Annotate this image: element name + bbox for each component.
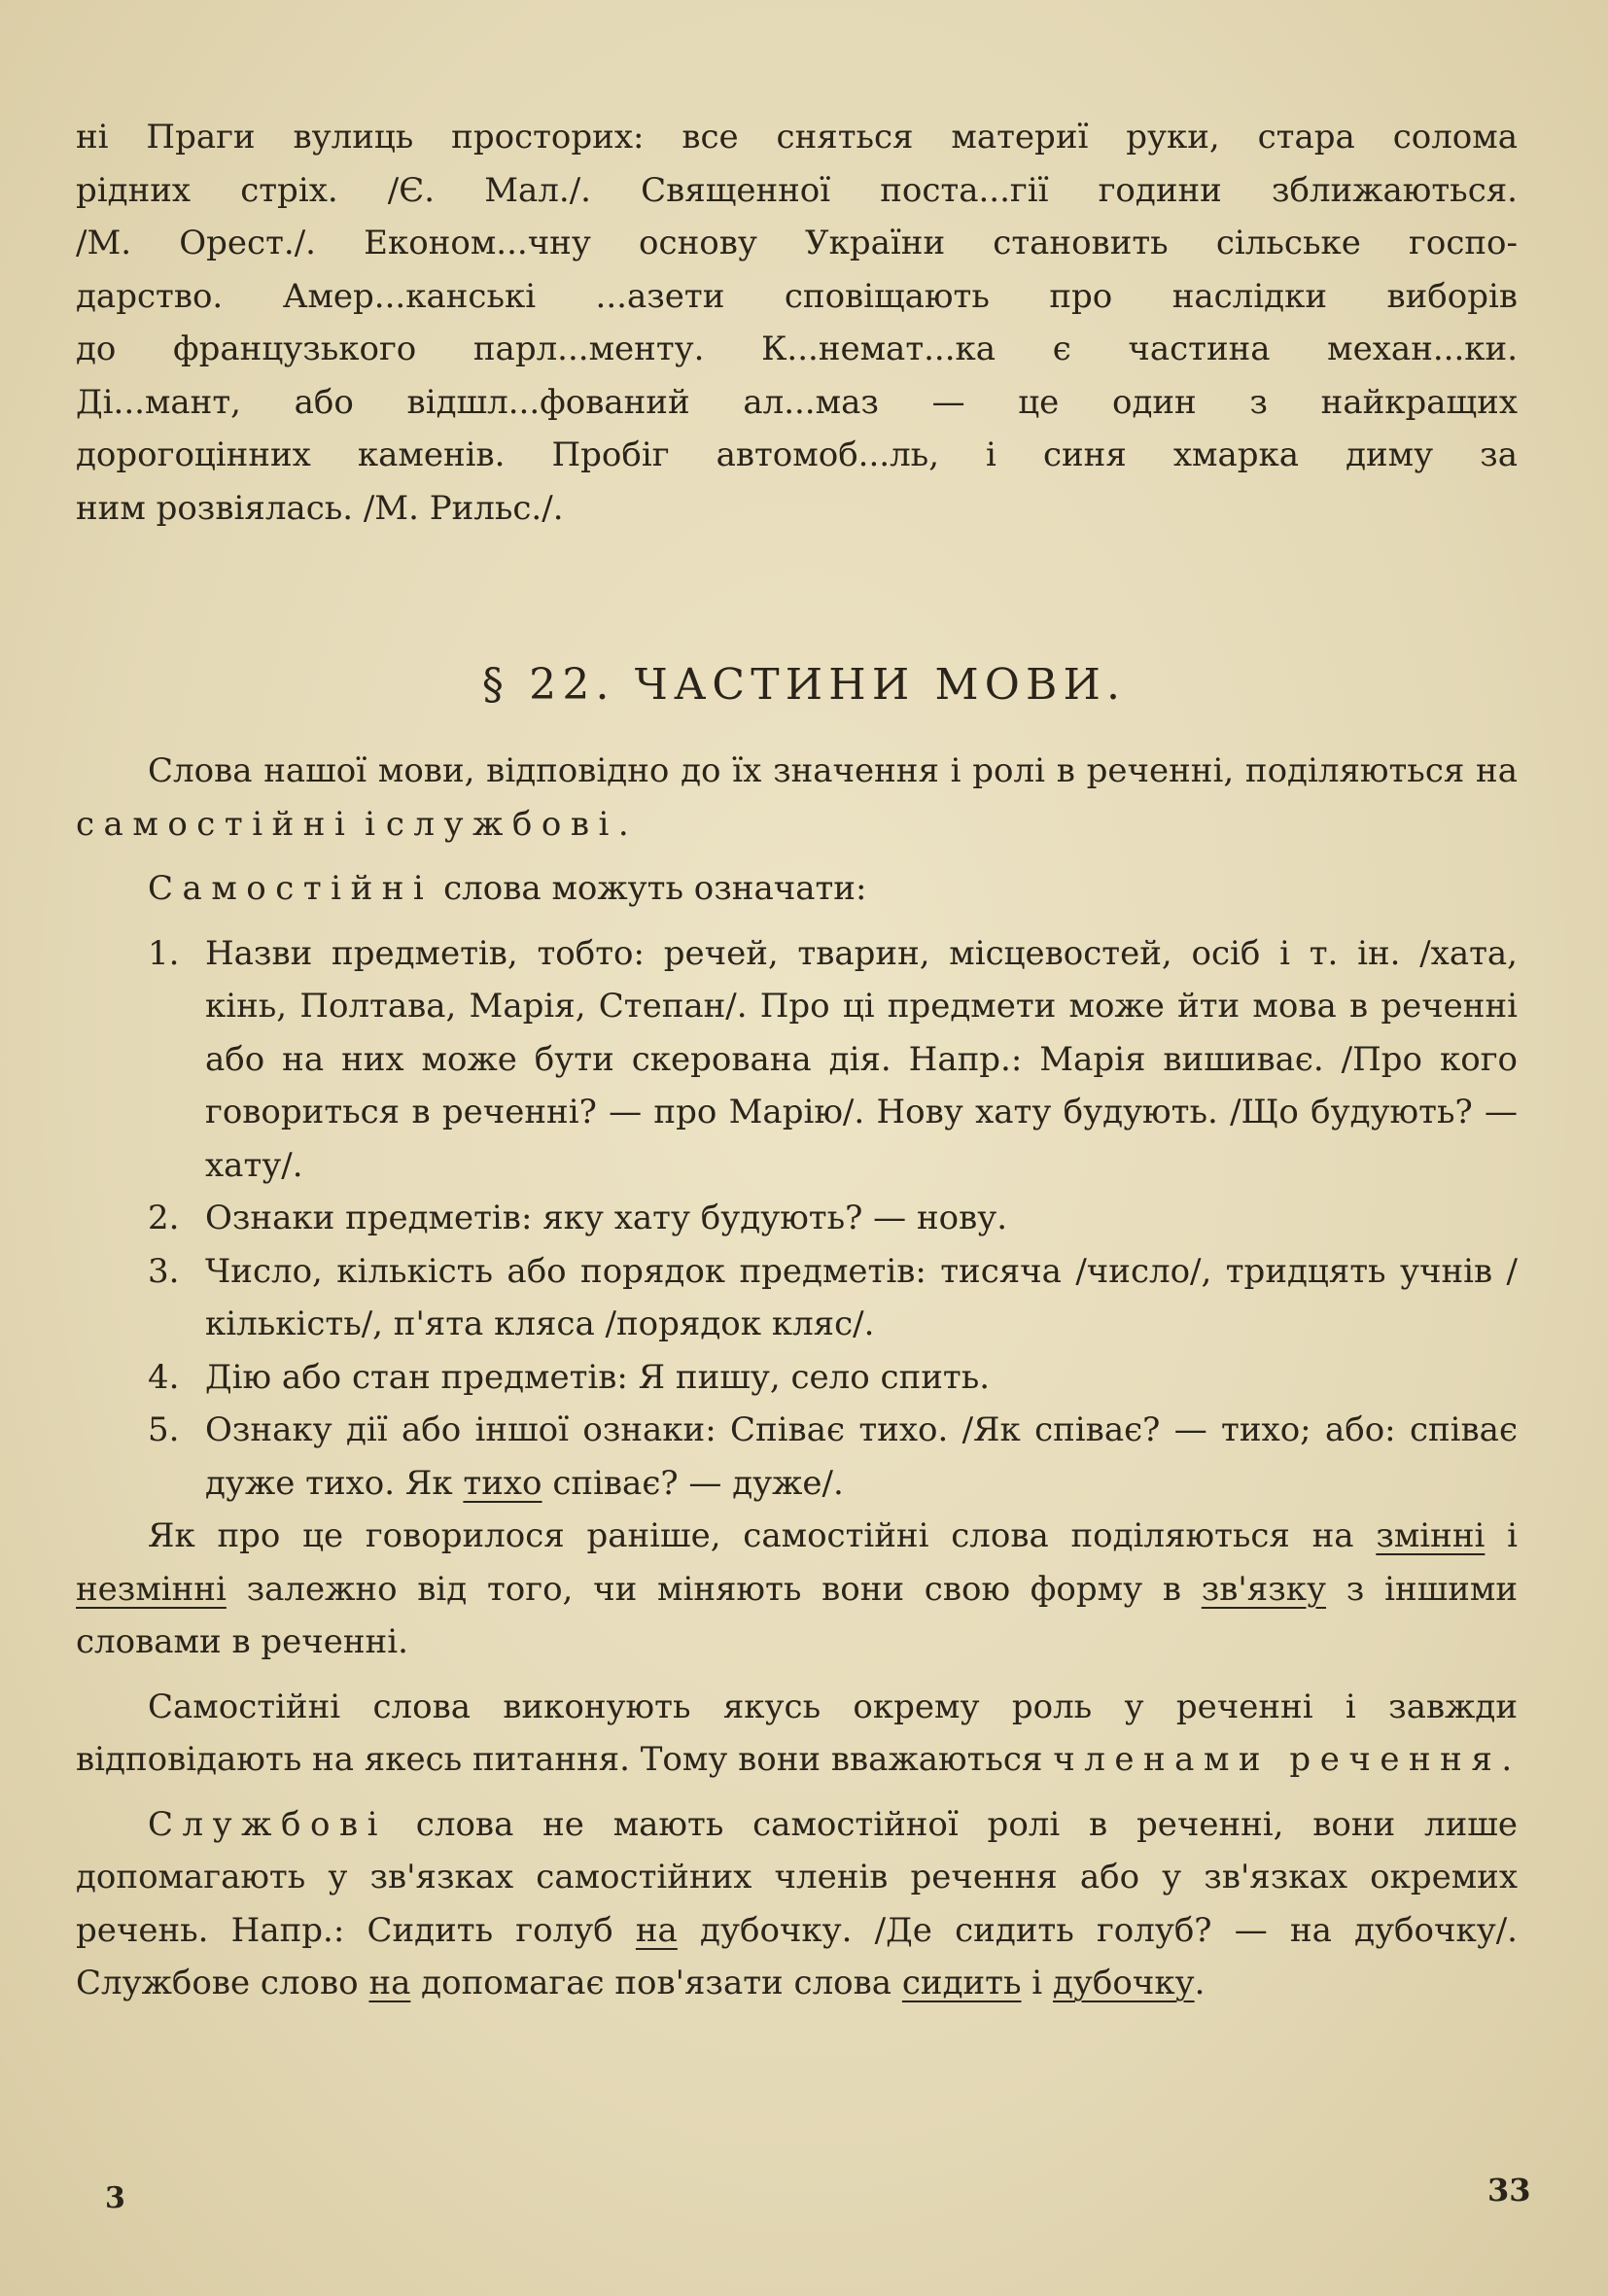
exercise-line: /М. Орест./. Економ...чну основу України становить сільське госпо- [76,224,1518,262]
term-independent: самостійні [76,804,355,844]
exercise-line: ні Праги вулиць просторих: все сняться материї руки, стара солома [76,118,1518,157]
list-item [76,1245,1518,1351]
exercise-line: Ді...мант, або відшл...фований ал...маз — це один з найкращих [76,382,1518,422]
term-independent: Самостійні [148,869,434,908]
underlined-word: зв'язку [1201,1569,1327,1609]
list-item [76,927,1518,1193]
exercise-line: рідних стріх. /Є. Мал./. Священної поста...гії години зближаються. [76,170,1518,210]
term-service: Службові [148,1804,388,1844]
signature-mark: 3 [105,2181,125,2215]
list-item-text: Ознаки предметів: яку хату будують? — нову. [205,1199,1008,1237]
section-body [76,745,1518,2010]
changeable-paragraph: Як про це говорилося раніше, самостійні слова поділяються на змінні і незмінні залежно від того, чи міняють вони свою форму в зв'язку з іншими словами в реченні. [76,1516,1518,1661]
list-item-text: Назви предметів, тобто: речей, тварин, місцевостей, осіб і т. ін. /хата, кінь, Полтава, Марія, Степан/. Про ці предмети може йти мова в реченні або на них може бути скерована дія. Напр.: Марія вишиває. /Про кого говориться в реченні? — про Марію/. Нову хату будують. /Що будують? — хату/. [205,933,1518,1185]
members-paragraph: Самостійні слова виконують якусь окрему роль у реченні і завжди відповідають на якесь питання. Тому вони вважаються членами речення. [76,1687,1518,1779]
term-sentence-members: членами речення [1053,1740,1502,1779]
exercise-paragraph [76,111,1518,535]
intro-paragraph: Слова нашої мови, відповідно до їх значення і ролі в реченні, поділяються на самостійні і службові. [76,751,1518,844]
exercise-line: до французького парл...менту. К...немат...ка є частина механ...ки. [76,330,1518,368]
list-item-number: 2. [148,1199,180,1237]
underlined-word: тихо [463,1463,542,1503]
underlined-word: сидить [901,1964,1022,2002]
underlined-word: на [368,1964,411,2002]
list-item [76,1351,1518,1405]
page-number: 33 [1487,2172,1531,2209]
list-item-number: 1. [148,933,180,973]
list-item [76,1192,1518,1245]
list-item-text: Дію або стан предметів: Я пишу, село спить. [205,1357,991,1397]
list-item-number: 3. [148,1251,180,1291]
list-item-number: 4. [148,1357,180,1397]
service-paragraph: Службові слова не мають самостійної ролі в реченні, вони лише допомагають у зв'язках самостійних членів речення або у зв'язках окремих речень. Напр.: Сидить голуб на дубочку. /Де сидить голуб? — на дубочку/. Службове слово на допомагає пов'язати слова сидить і дубочку. [76,1804,1518,2002]
exercise-line: дорогоцінних каменів. Пробіг автомоб...ль, і синя хмарка диму за [76,435,1518,474]
list-item-text: Ознаку дії або іншої ознаки: Співає тихо. /Як співає? — тихо; або: співає дуже тихо. Як тихо співає? — дуже/. [205,1410,1518,1503]
underlined-word: дубочку [1052,1964,1195,2002]
list-item-text: Число, кількість або порядок предметів: тисяча /число/, тридцять учнів /кількість/, п'ята кляса /порядок кляс/. [205,1251,1518,1343]
list-item [76,1404,1518,1510]
list-intro: Самостійні слова можуть означати: [148,869,867,908]
section-heading: § 22. ЧАСТИНИ МОВИ. [481,660,1127,710]
underlined-word: на [635,1910,678,1950]
term-service: службові [385,804,618,844]
underlined-word: незмінні [76,1569,227,1609]
exercise-line: дарство. Амер...канські ...азети сповіщають про наслідки виборів [76,276,1518,316]
exercise-line: ним розвіялась. /М. Рильс./. [76,488,564,528]
list-item-number: 5. [148,1410,180,1449]
underlined-word: змінні [1376,1516,1486,1555]
